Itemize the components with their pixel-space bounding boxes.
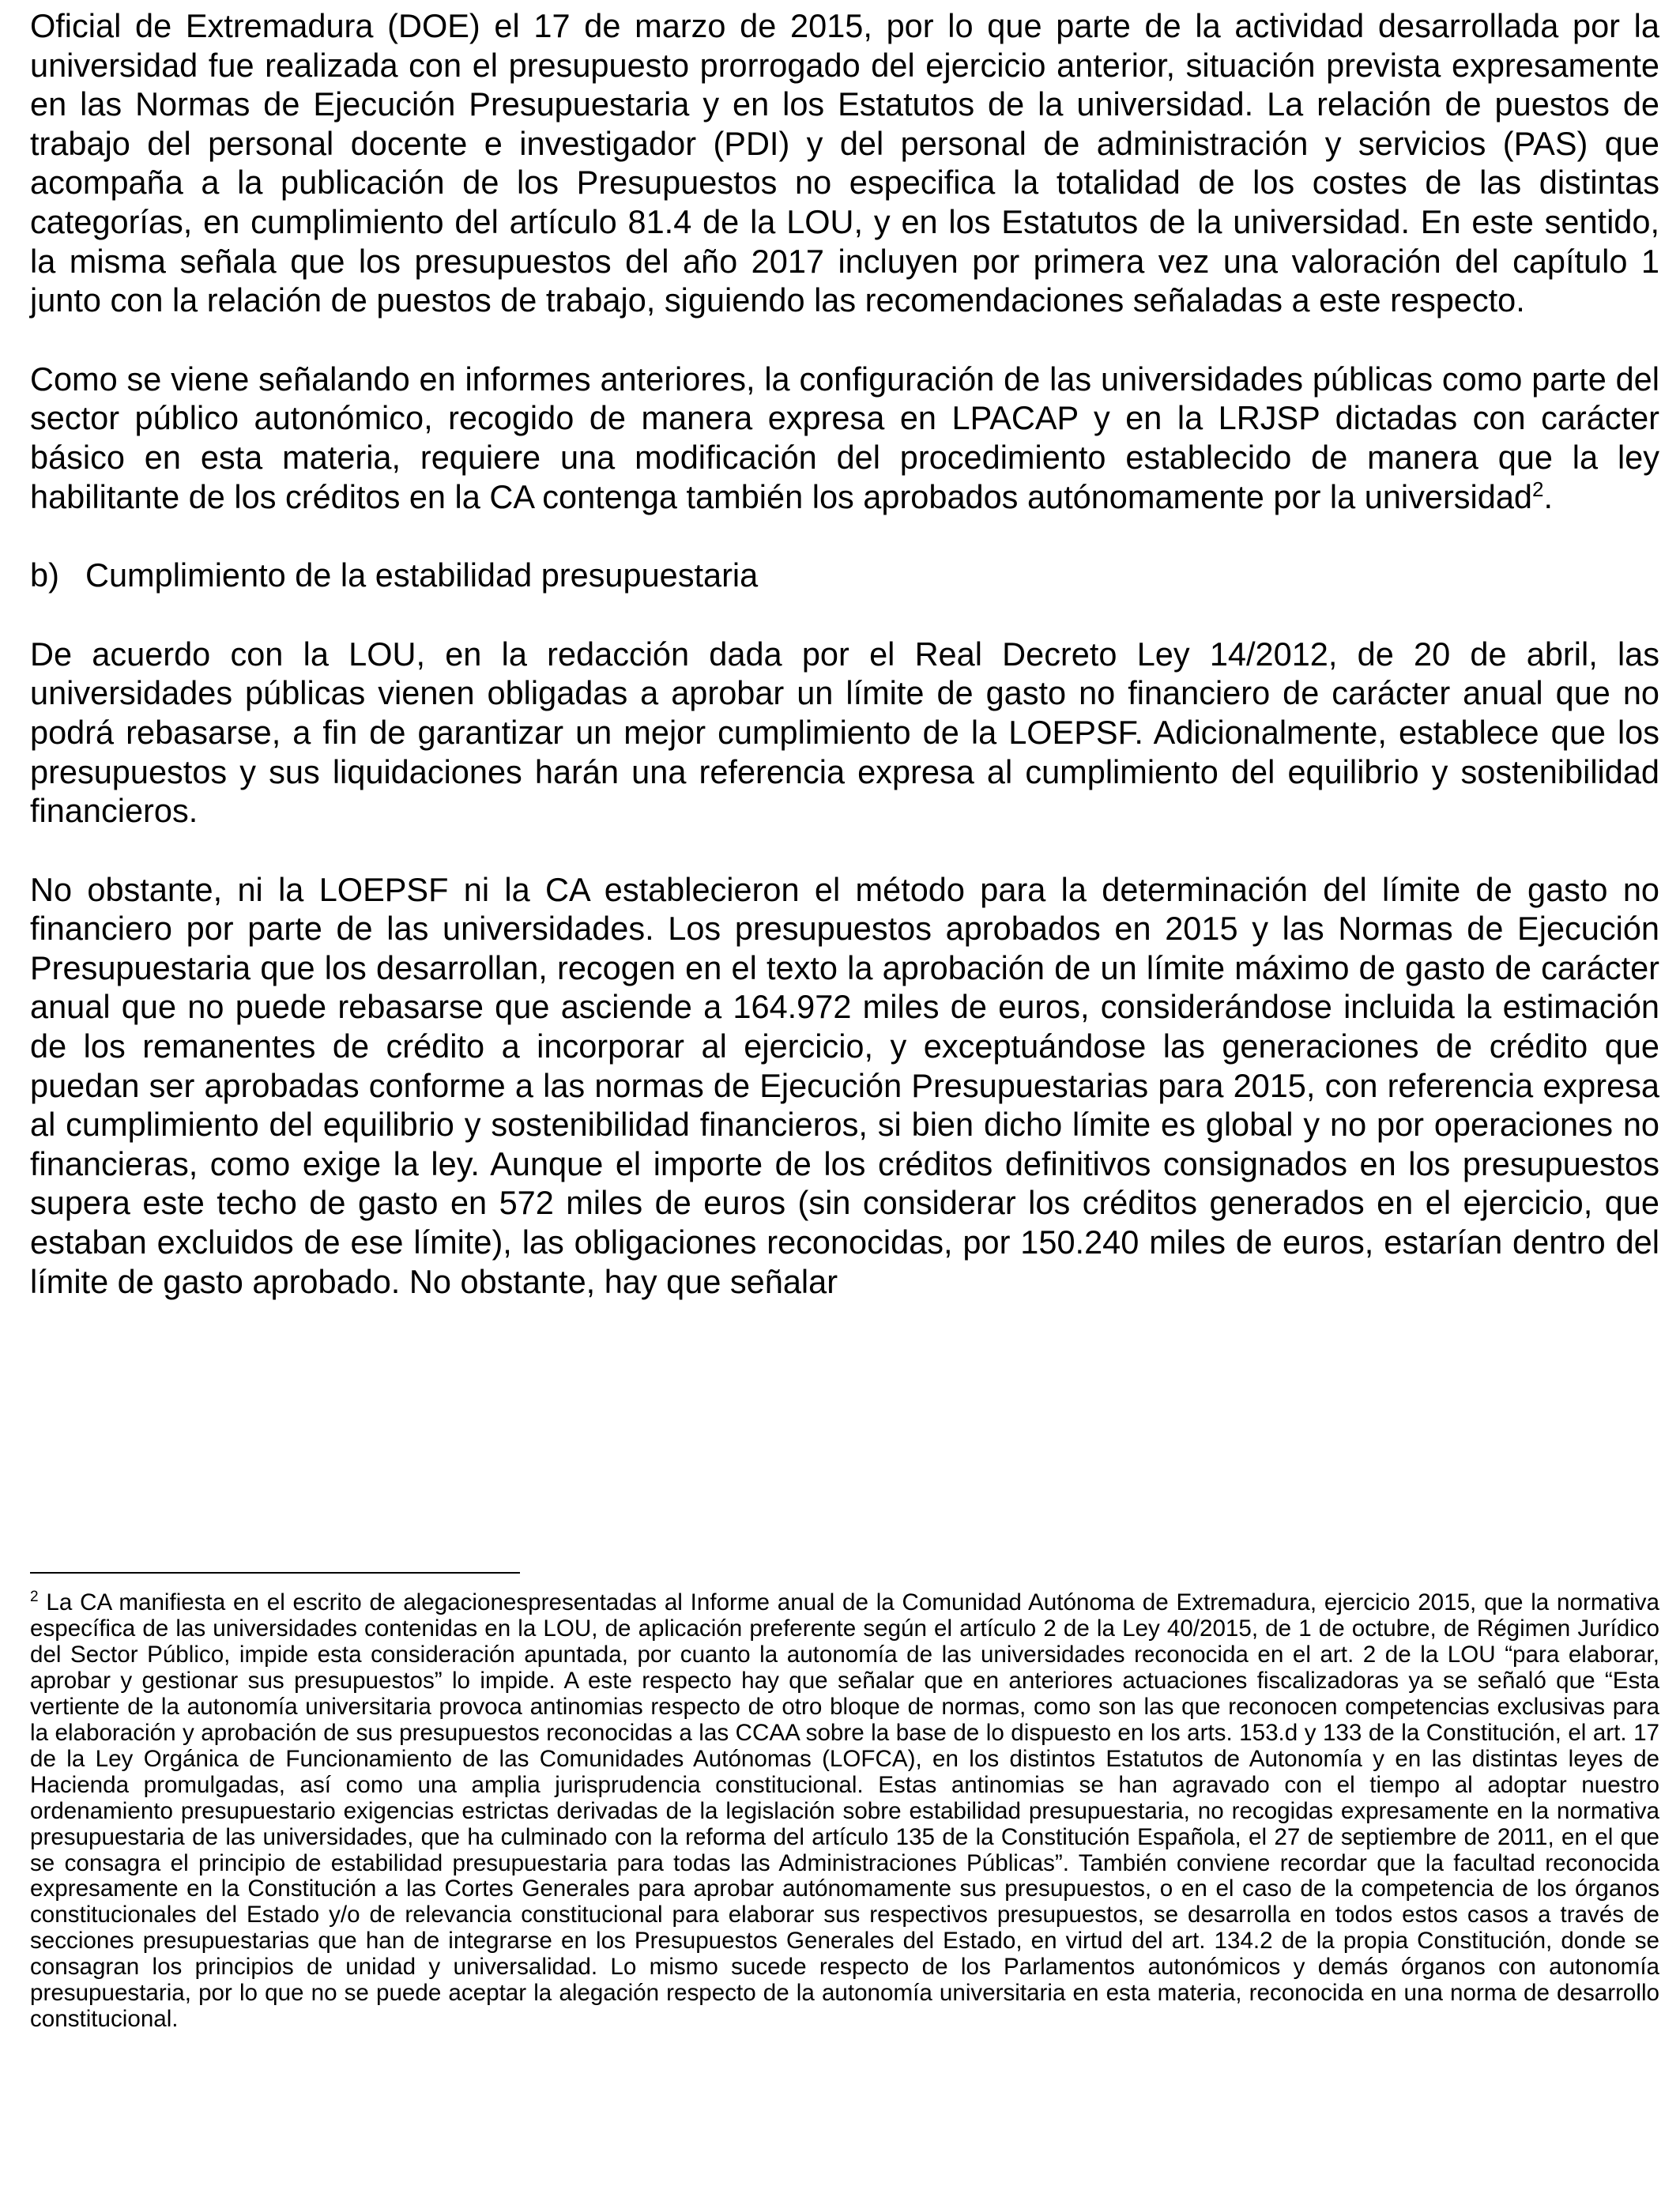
section-heading-text: Cumplimiento de la estabilidad presupuestaria [85,556,759,594]
footnote [30,1590,1659,2033]
paragraph-gap [30,595,1659,635]
paragraph-lou-requirement: De acuerdo con la LOU, en la redacción dada por el Real Decreto Ley 14/2012, de 20 de abril, las universidades públicas vienen obligadas a aprobar un límite de gasto no financiero de carácter anual que no podrá rebasarse, a fin de garantizar un mejor cumplimiento de la LOEPSF. Adicionalmente, establece que los presupuestos y sus liquidaciones harán una referencia expresa al cumplimiento del equilibrio y sostenibilidad financieros. [30,635,1659,830]
footnote-reference[interactable]: 2 [1532,477,1544,501]
document-page [30,6,1659,1301]
footnote-text: La CA manifiesta en el escrito de alegacionespresentadas al Informe anual de la Comunidad Autónoma de Extremadura, ejercicio 2015, que la normativa específica de las universidades contenidas en la LOU, de aplicación preferente según el artículo 2 de la Ley 40/2015, de 1 de octubre, de Régimen Jurídico del Sector Público, impide esta consideración apuntada, por cuanto la autonomía de las universidades reconocida en el art. 2 de la LOU “para elaborar, aprobar y gestionar sus presupuestos” lo impide. A este respecto hay que señalar que en anteriores actuaciones fiscalizadoras ya se señaló que “Esta vertiente de la autonomía universitaria provoca antinomias respecto de otro bloque de normas, como son las que reconocen competencias exclusivas para la elaboración y aprobación de sus presupuestos reconocidas a las CCAA sobre la base de lo dispuesto en los arts. 153.d y 133 de la Constitución, el art. 17 de la Ley Orgánica de Funcionamiento de las Comunidades Autónomas (LOFCA), en los distintos Estatutos de Autonomía y en las distintas leyes de Hacienda promulgadas, así como una amplia jurisprudencia constitucional. Estas antinomias se han agravado con el tiempo al adoptar nuestro ordenamiento presupuestario exigencias estrictas derivadas de la legislación sobre estabilidad presupuestaria, no recogidas expresamente en la normativa presupuestaria de las universidades, que ha culminado con la reforma del artículo 135 de la Constitución Española, el 27 de septiembre de 2011, en el que se consagra el principio de estabilidad presupuestaria para todas las Administraciones Públicas”. También conviene recordar que la facultad reconocida expresamente en la Constitución a las Cortes Generales para aprobar autónomamente sus presupuestos, o en el caso de la competencia de los órganos constitucionales del Estado y/o de relevancia constitucional para elaborar sus respectivos presupuestos, se desarrolla en todos estos casos a través de secciones presupuestarias que han de integrarse en los Presupuestos Generales del Estado, en virtud del art. 134.2 de la propia Constitución, donde se consagran los principios de unidad y universalidad. Lo mismo sucede respecto de los Parlamentos autonómicos y demás órganos con autonomía presupuestaria, por lo que no se puede aceptar la alegación respecto de la autonomía universitaria en esta materia, reconocida en una norma de desarrollo constitucional. [30,1589,1659,2033]
paragraph-public-sector-text: Como se viene señalando en informes anteriores, la configuración de las universidades públicas como parte del sector público autonómico, recogido de manera expresa en LPACAP y en la LRJSP dictadas con carácter básico en esta materia, requiere una modificación del procedimiento establecido de manera que la ley habilitante de los créditos en la CA contenga también los aprobados autónomamente por la universidad [30,360,1659,515]
paragraph-budget-extension: Oficial de Extremadura (DOE) el 17 de marzo de 2015, por lo que parte de la actividad desarrollada por la universidad fue realizada con el presupuesto prorrogado del ejercicio anterior, situación prevista expresamente en las Normas de Ejecución Presupuestaria y en los Estatutos de la universidad. La relación de puestos de trabajo del personal docente e investigador (PDI) y del personal de administración y servicios (PAS) que acompaña a la publicación de los Presupuestos no especifica la totalidad de los costes de las distintas categorías, en cumplimiento del artículo 81.4 de la LOU, y en los Estatutos de la universidad. En este sentido, la misma señala que los presupuestos del año 2017 incluyen por primera vez una valoración del capítulo 1 junto con la relación de puestos de trabajo, siguiendo las recomendaciones señaladas a este respecto. [30,7,1659,319]
footnote-number: 2 [30,1589,39,1606]
footnote-separator [30,1572,520,1574]
paragraph-period: . [1543,477,1553,515]
paragraph-gap [30,516,1659,556]
paragraph-spending-limit: No obstante, ni la LOEPSF ni la CA establecieron el método para la determinación del límite de gasto no financiero por parte de las universidades. Los presupuestos aprobados en 2015 y las Normas de Ejecución Presupuestaria que los desarrollan, recogen en el texto la aprobación de un límite máximo de gasto de carácter anual que no puede rebasarse que asciende a 164.972 miles de euros, considerándose incluida la estimación de los remanentes de crédito a incorporar al ejercicio, y exceptuándose las generaciones de crédito que puedan ser aprobadas conforme a las normas de Ejecución Presupuestarias para 2015, con referencia expresa al cumplimiento del equilibrio y sostenibilidad financieros, si bien dicho límite es global y no por operaciones no financieras, como exige la ley. Aunque el importe de los créditos definitivos consignados en los presupuestos supera este techo de gasto en 572 miles de euros (sin considerar los créditos generados en el ejercicio, que estaban excluidos de ese límite), las obligaciones reconocidas, por 150.240 miles de euros, estarían dentro del límite de gasto aprobado. No obstante, hay que señalar [30,870,1659,1300]
paragraph-gap [30,320,1659,360]
paragraph-public-sector [30,360,1659,516]
section-heading [30,556,1659,595]
paragraph-gap [30,831,1659,870]
section-heading-label: b) [30,556,59,594]
